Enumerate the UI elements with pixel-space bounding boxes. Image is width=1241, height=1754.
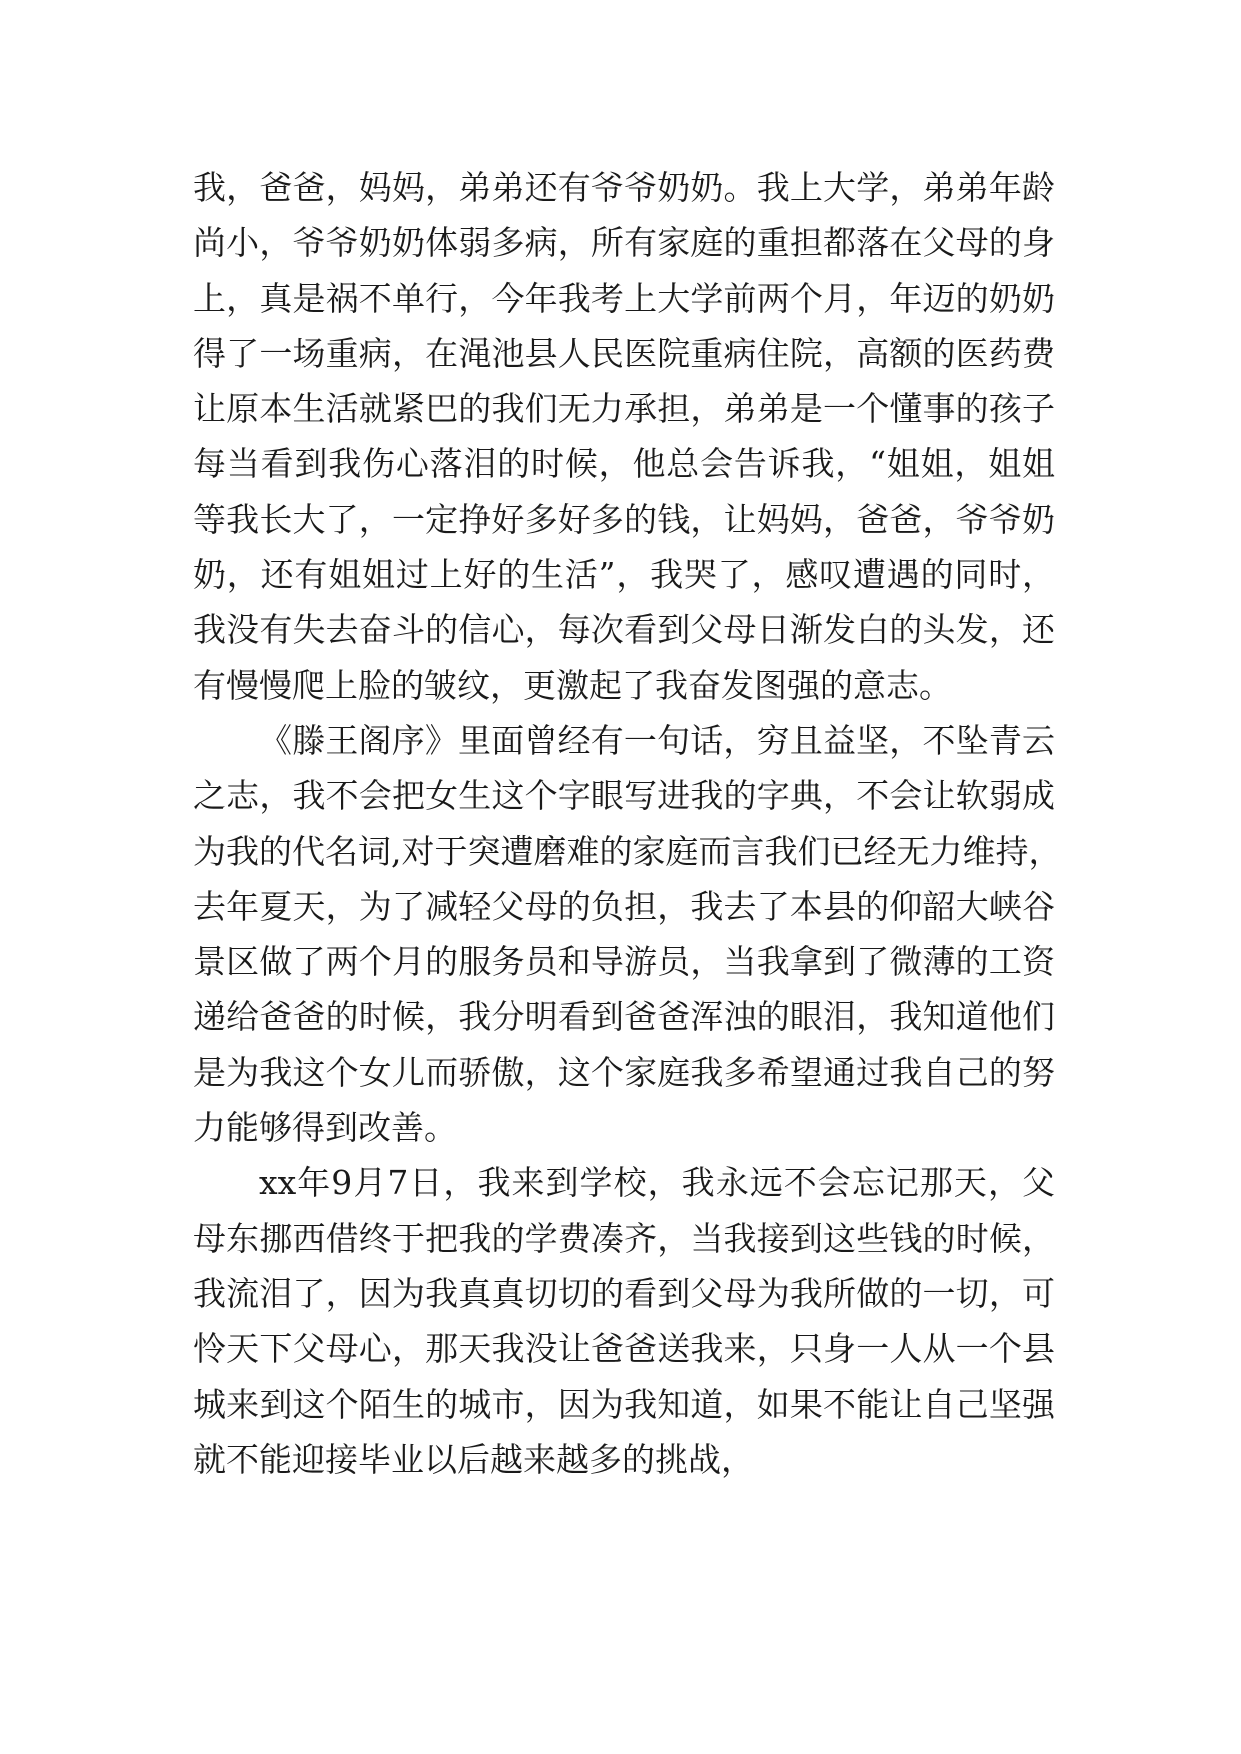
text-line: 城来到这个陌生的城市，因为我知道，如果不能让自己坚强 xyxy=(193,1384,1055,1424)
text-line: 有慢慢爬上脸的皱纹，更激起了我奋发图强的意志。 xyxy=(193,665,952,705)
text-line: 我流泪了，因为我真真切切的看到父母为我所做的一切，可 xyxy=(193,1273,1055,1313)
text-line-indented: xx年9月7日，我来到学校，我永远不会忘记那天，父 xyxy=(259,1163,1055,1203)
text-line: 让原本生活就紧巴的我们无力承担，弟弟是一个懂事的孩子 xyxy=(193,389,1055,429)
paragraph-1 xyxy=(193,160,1055,713)
text-line: 奶，还有姐姐过上好的生活”，我哭了，感叹遭遇的同时， xyxy=(193,555,1055,595)
text-line: 得了一场重病，在渑池县人民医院重病住院，高额的医药费 xyxy=(193,333,1055,373)
text-line: 递给爸爸的时候，我分明看到爸爸浑浊的眼泪，我知道他们 xyxy=(193,997,1055,1037)
paragraph-3 xyxy=(193,1155,1055,1487)
text-line-indented: 《滕王阁序》里面曾经有一句话，穷且益坚，不坠青云 xyxy=(259,720,1055,760)
text-line: 就不能迎接毕业以后越来越多的挑战， xyxy=(193,1439,754,1479)
text-line: 景区做了两个月的服务员和导游员，当我拿到了微薄的工资 xyxy=(193,942,1055,982)
text-line: 等我长大了，一定挣好多好多的钱，让妈妈，爸爸，爷爷奶 xyxy=(193,499,1055,539)
paragraph-2 xyxy=(193,713,1062,1155)
text-line: 怜天下父母心，那天我没让爸爸送我来，只身一人从一个县 xyxy=(193,1329,1055,1369)
text-line: 力能够得到改善。 xyxy=(193,1108,457,1148)
text-line: 尚小，爷爷奶奶体弱多病，所有家庭的重担都落在父母的身 xyxy=(193,223,1055,263)
text-line: 我没有失去奋斗的信心，每次看到父母日渐发白的头发，还 xyxy=(193,610,1055,650)
text-line: 母东挪西借终于把我的学费凑齐，当我接到这些钱的时候， xyxy=(193,1218,1055,1258)
text-line: 之志，我不会把女生这个字眼写进我的字典，不会让软弱成 xyxy=(193,776,1055,816)
text-line: 我，爸爸，妈妈，弟弟还有爷爷奶奶。我上大学，弟弟年龄 xyxy=(193,168,1055,207)
text-line: 是为我这个女儿而骄傲，这个家庭我多希望通过我自己的努 xyxy=(193,1052,1055,1092)
text-line: 为我的代名词,对于突遭磨难的家庭而言我们已经无力维持， xyxy=(193,831,1062,871)
text-line: 上，真是祸不单行，今年我考上大学前两个月，年迈的奶奶 xyxy=(193,278,1055,318)
text-line: 去年夏天，为了减轻父母的负担，我去了本县的仰韶大峡谷 xyxy=(193,886,1055,926)
body-text xyxy=(193,160,1062,1487)
text-line: 每当看到我伤心落泪的时候，他总会告诉我，“姐姐，姐姐 xyxy=(193,444,1055,484)
